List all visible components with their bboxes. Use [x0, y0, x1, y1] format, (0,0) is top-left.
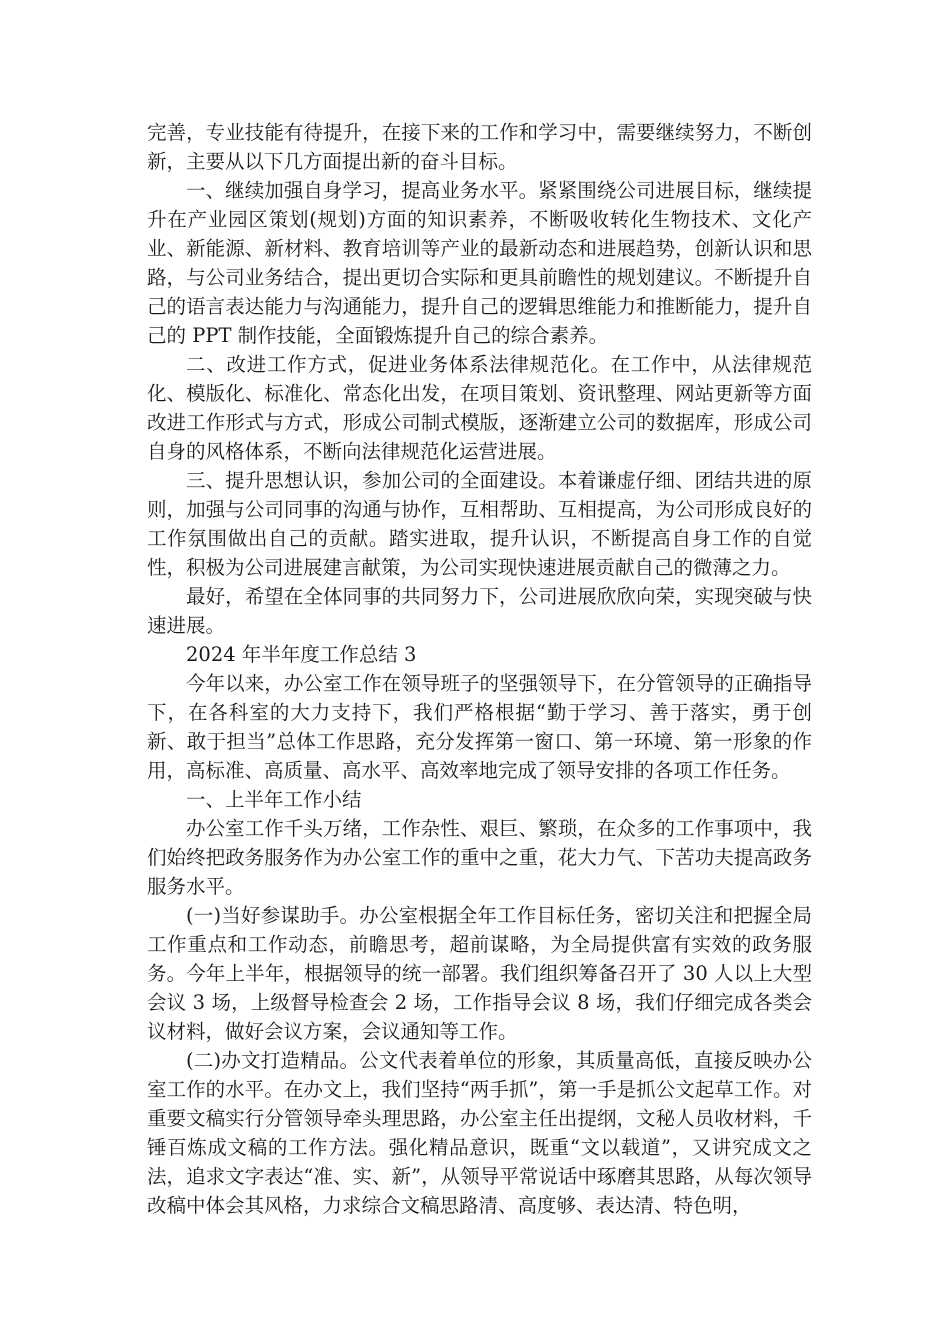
paragraph-summary: 办公室工作千头万绪，工作杂性、艰巨、繁琐，在众多的工作事项中，我们始终把政务服务作为办公室工作的重中之重，花大力气、下苦功夫提高政务服务水平。 — [147, 817, 812, 898]
subsection-heading: 一、上半年工作小结 — [186, 788, 362, 811]
paragraph-goal-2: 二、改进工作方式，促进业务体系法律规范化。在工作中，从法律规范化、模版化、标准化、常态化出发，在项目策划、资讯整理、网站更新等方面改进工作形式与方式，形成公司制式模版，逐渐建立公司的数据库，形成公司自身的风格体系，不断向法律规范化运营进展。 — [147, 353, 812, 463]
paragraph-intro: 今年以来，办公室工作在领导班子的坚强领导下，在分管领导的正确指导下，在各科室的大力支持下，我们严格根据“勤于学习、善于落实，勇于创新、敢于担当”总体工作思路，充分发挥第一窗口、第一环境、第一形象的作用，高标准、高质量、高水平、高效率地完成了领导安排的各项工作任务。 — [147, 672, 812, 782]
section-title: 2024 年半年度工作总结 3 — [186, 643, 417, 666]
paragraph-goal-1: 一、继续加强自身学习，提高业务水平。紧紧围绕公司进展目标，继续提升在产业园区策划(规划)方面的知识素养，不断吸收转化生物技术、文化产业、新能源、新材料、教育培训等产业的最新动态和进展趋势，创新认识和思路，与公司业务结合，提出更切合实际和更具前瞻性的规划建议。不断提升自己的语言表达能力与沟通能力，提升自己的逻辑思维能力和推断能力，提升自己的 PPT 制作技能，全面锻炼提升自己的综合素养。 — [147, 179, 812, 347]
paragraph-closing: 最好，希望在全体同事的共同努力下，公司进展欣欣向荣，实现突破与快速进展。 — [147, 585, 812, 637]
paragraph-continuation: 完善，专业技能有待提升，在接下来的工作和学习中，需要继续努力，不断创新，主要从以下几方面提出新的奋斗目标。 — [147, 121, 812, 173]
document-body — [147, 118, 812, 1220]
paragraph-item-1: (一)当好参谋助手。办公室根据全年工作目标任务，密切关注和把握全局工作重点和工作动态，前瞻思考，超前谋略，为全局提供富有实效的政务服务。今年上半年，根据领导的统一部署。我们组织筹备召开了 30 人以上大型会议 3 场，上级督导检查会 2 场，工作指导会议 8 场，我们仔细完成各类会议材料，做好会议方案，会议通知等工作。 — [147, 904, 812, 1043]
paragraph-item-2: (二)办文打造精品。公文代表着单位的形象，其质量高低，直接反映办公室工作的水平。在办文上，我们坚持“两手抓”，第一手是抓公文起草工作。对重要文稿实行分管领导牵头理思路，办公室主任出提纲，文秘人员收材料，千锤百炼成文稿的工作方法。强化精品意识，既重“文以载道”，又讲究成文之法，追求文字表达“准、实、新”，从领导平常说话中琢磨其思路，从每次领导改稿中体会其风格，力求综合文稿思路清、高度够、表达清、特色明， — [147, 1049, 812, 1217]
paragraph-goal-3: 三、提升思想认识，参加公司的全面建设。本着谦虚仔细、团结共进的原则，加强与公司同事的沟通与协作，互相帮助、互相提高，为公司形成良好的工作氛围做出自己的贡献。踏实进取，提升认识，不断提高自身工作的自觉性，积极为公司进展建言献策，为公司实现快速进展贡献自己的微薄之力。 — [147, 469, 812, 579]
